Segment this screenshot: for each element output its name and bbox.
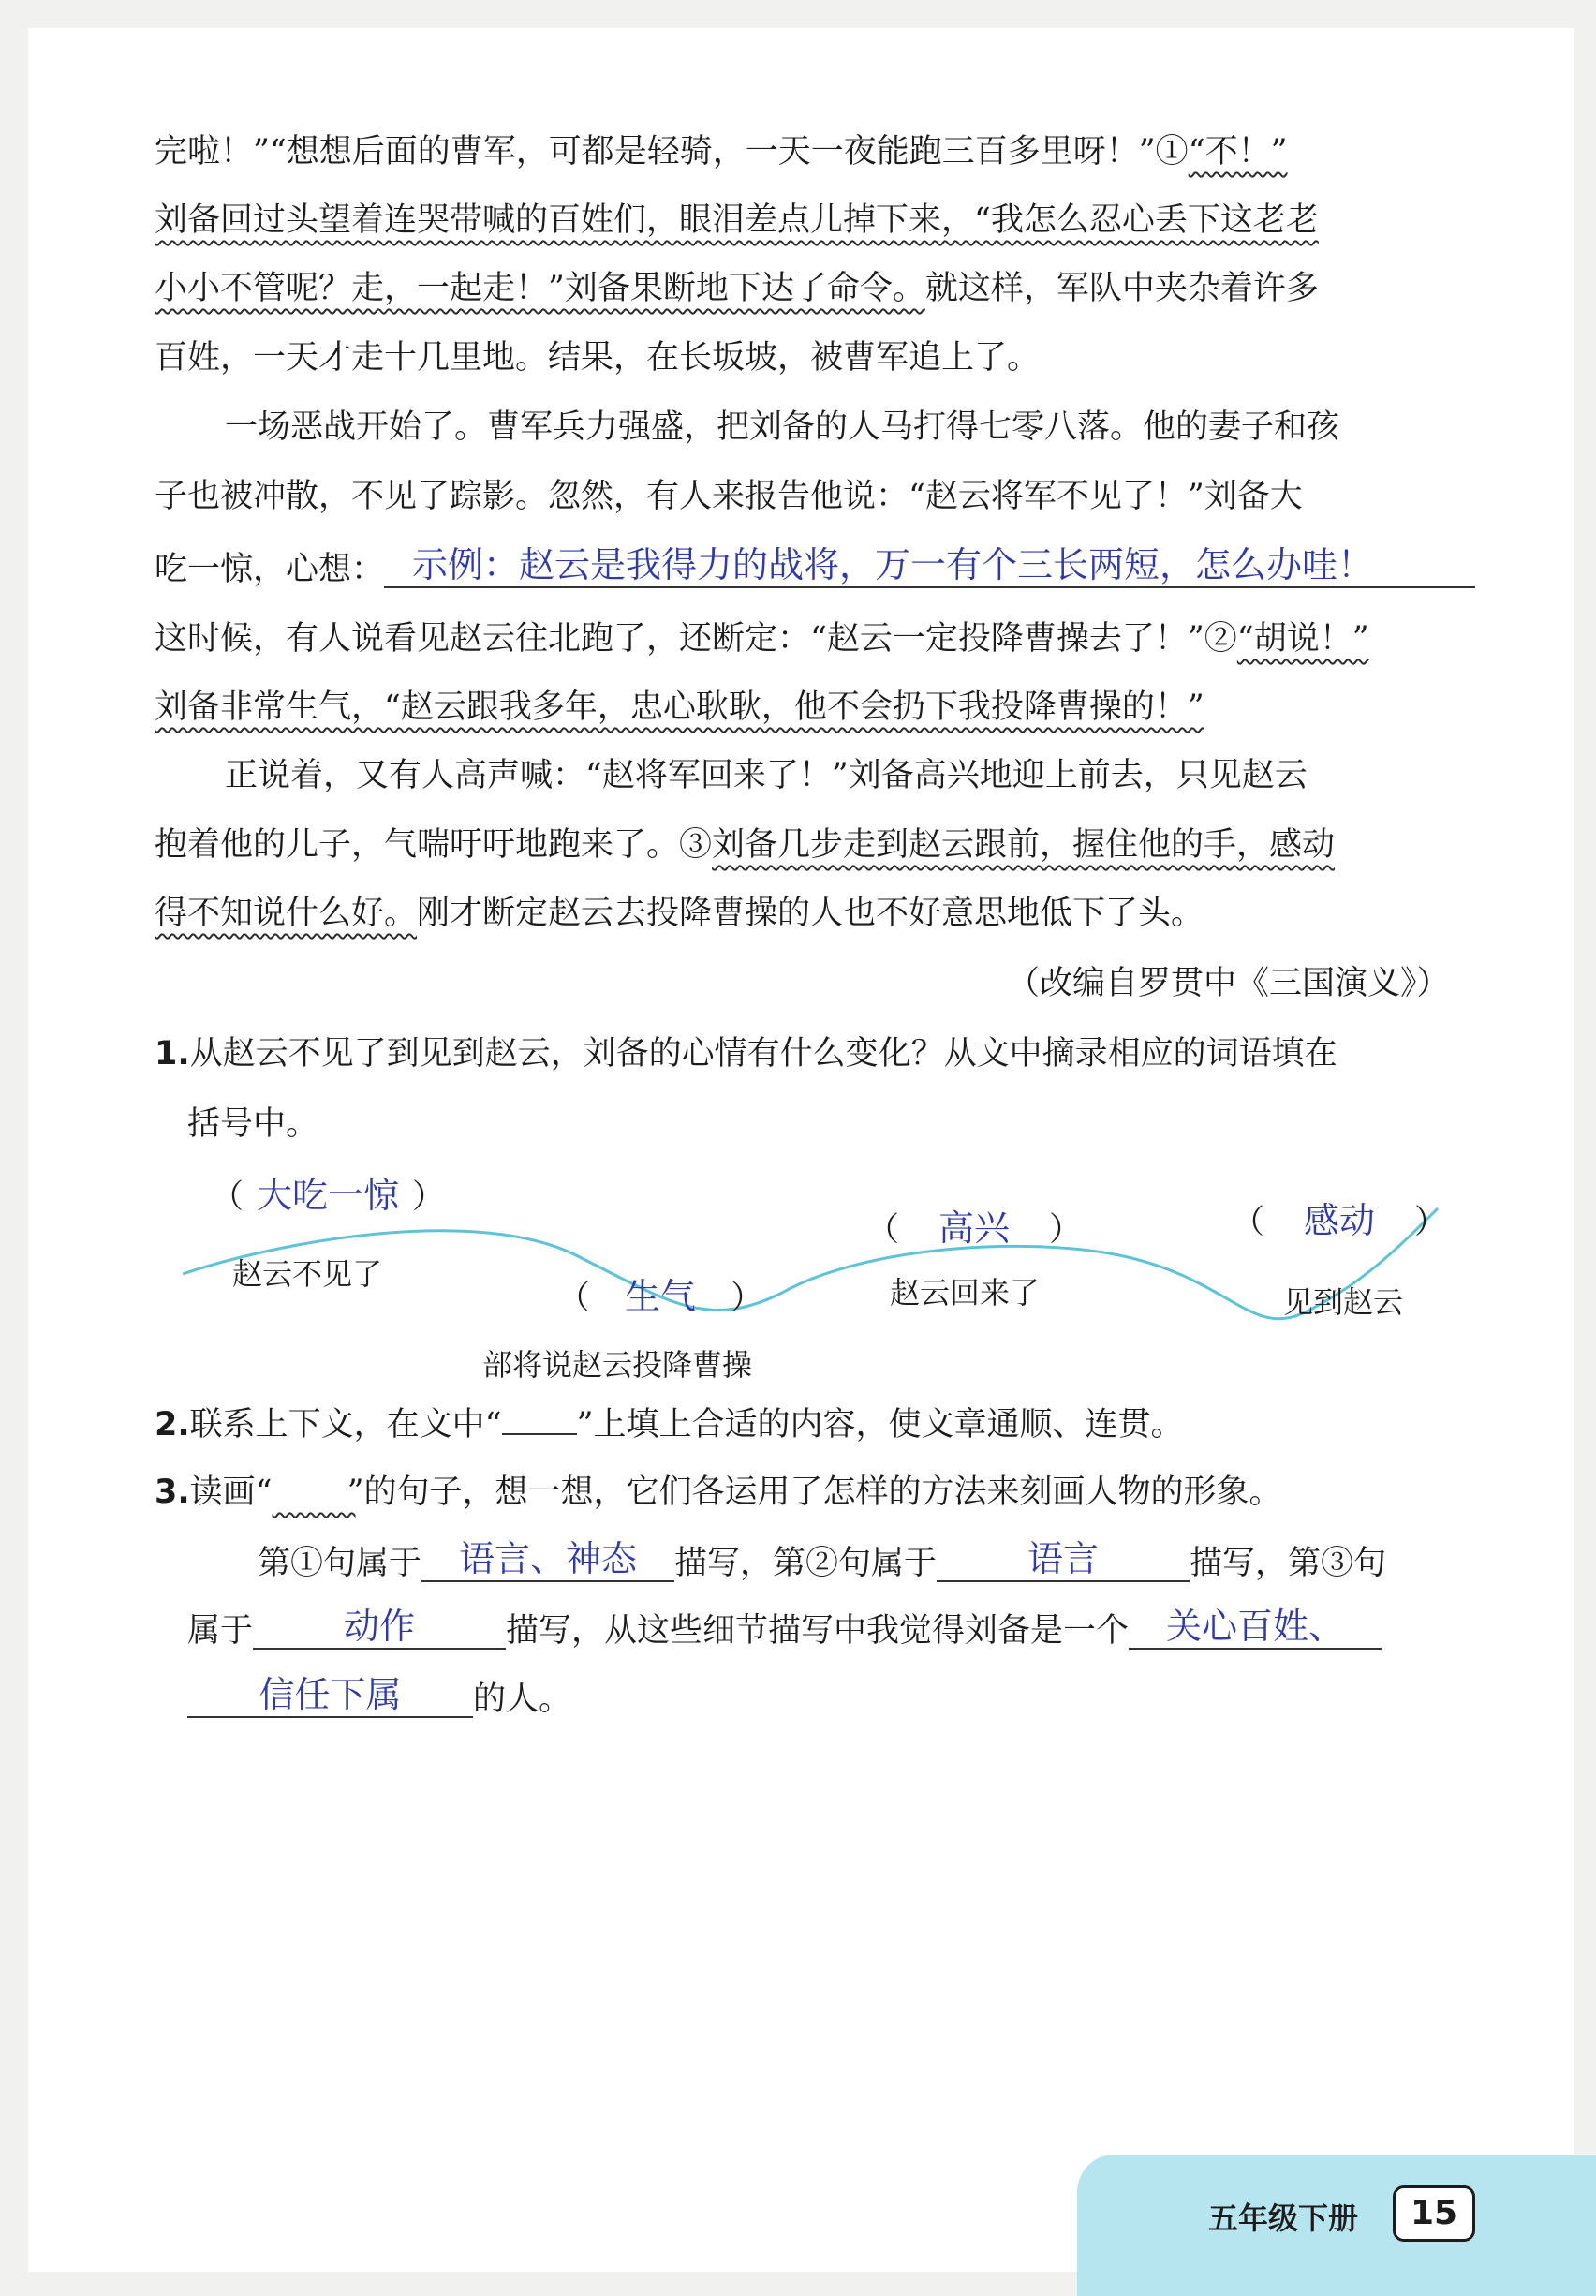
question-2: 2.联系上下文，在文中“ ”上填上合适的内容，使文章通顺、连贯。: [155, 1406, 1184, 1444]
story-line-3: 小小不管呢？走，一起走！”刘备果断地下达了命令。就这样，军队中夹杂着许多: [155, 270, 1319, 307]
stage-label-3: 赵云回来了: [890, 1275, 1041, 1311]
answer-q1-a2[interactable]: 生气: [625, 1276, 697, 1317]
blank-sentence-3[interactable]: [253, 1607, 506, 1650]
wavy-sentence-2: “胡说！”: [1236, 620, 1369, 658]
stage-label-1: 赵云不见了: [232, 1256, 383, 1292]
question-1-cont: 括号中。: [187, 1105, 319, 1143]
story-line-10: 正说着，又有人高声喊：“赵将军回来了！”刘备高兴地迎上前去，只见赵云: [225, 757, 1308, 794]
grade-label: 五年级下册: [1208, 2200, 1359, 2236]
question-3-line-3: 信任下属 的人。: [187, 1675, 571, 1718]
story-line-5: 一场恶战开始了。曹军兵力强盛，把刘备的人马打得七零八落。他的妻子和孩: [225, 408, 1340, 446]
bracket-answer-2: （ 生气 ）: [557, 1267, 763, 1319]
story-line-7: 吃一惊，心想： 示例：赵云是我得力的战将，万一有个三长两短，怎么办哇！: [155, 545, 1475, 588]
blank-sentence-2[interactable]: [937, 1539, 1190, 1582]
story-line-1: 完啦！”“想想后面的曹军，可都是轻骑，一天一夜能跑三百多里呀！”①“不！”: [155, 133, 1288, 170]
stage-label-2: 部将说赵云投降曹操: [482, 1347, 753, 1383]
answer-character-1: 关心百姓、: [1166, 1606, 1345, 1647]
blank-character-2[interactable]: [187, 1675, 473, 1718]
story-line-6: 子也被冲散，不见了踪影。忽然，有人来报告他说：“赵云将军不见了！”刘备大: [155, 478, 1303, 515]
story-line-11: 抱着他的儿子，气喘吁吁地跑来了。③刘备几步走到赵云跟前，握住他的手，感动: [155, 826, 1336, 864]
story-line-9: 刘备非常生气，“赵云跟我多年，忠心耿耿，他不会扔下我投降曹操的！”: [155, 689, 1204, 726]
answer-character-2: 信任下属: [259, 1674, 402, 1715]
answer-thought: 示例：赵云是我得力的战将，万一有个三长两短，怎么办哇！: [412, 544, 1374, 585]
bracket-answer-3: （ 高兴 ）: [866, 1199, 1082, 1251]
blank-sentence-1[interactable]: [421, 1539, 674, 1582]
underline-sample: [502, 1405, 577, 1435]
story-line-8: 这时候，有人说看见赵云往北跑了，还断定：“赵云一定投降曹操去了！”②“胡说！”: [155, 620, 1369, 658]
bracket-answer-1: （ 大吃一惊 ）: [211, 1166, 445, 1218]
wavy-sample: ​: [272, 1474, 356, 1511]
stage-label-4: 见到赵云: [1283, 1284, 1404, 1320]
question-3: 3.读画“​ ”的句子，想一想，它们各运用了怎样的方法来刻画人物的形象。: [155, 1474, 1282, 1511]
answer-sentence-2: 语言: [1027, 1538, 1100, 1579]
answer-sentence-1: 语言、神态: [459, 1538, 638, 1579]
wavy-sentence-3: 刘备几步走到赵云跟前，握住他的手，感动: [712, 826, 1336, 864]
answer-q1-a3[interactable]: 高兴: [938, 1207, 1011, 1249]
wavy-sentence-1: “不！”: [1188, 133, 1288, 170]
question-3-line-1: 第①句属于 语言、神态 描写，第②句属于 语言 描写，第③句: [258, 1538, 1387, 1582]
page-number: 15: [1393, 2185, 1475, 2242]
bracket-answer-4: （ 感动 ）: [1232, 1192, 1447, 1243]
question-3-line-2: 属于 动作 描写，从这些细节描写中我觉得刘备是一个 关心百姓、: [187, 1607, 1382, 1650]
story-line-2: 刘备回过头望着连哭带喊的百姓们，眼泪差点儿掉下来，“我怎么忍心丢下这老老: [155, 201, 1319, 239]
answer-q1-a1[interactable]: 大吃一惊: [257, 1175, 400, 1216]
story-line-12: 得不知说什么好。刚才断定赵云去投降曹操的人也不好意思地低下了头。: [155, 895, 1204, 932]
blank-thought[interactable]: [384, 545, 1475, 588]
answer-q1-a4[interactable]: 感动: [1304, 1200, 1376, 1241]
answer-sentence-3: 动作: [344, 1606, 416, 1647]
question-1: 1.从赵云不见了到见到赵云，刘备的心情有什么变化？从文中摘录相应的词语填在: [155, 1035, 1337, 1073]
source-citation: （改编自罗贯中《三国演义》）: [1007, 965, 1450, 1002]
story-line-4: 百姓，一天才走十几里地。结果，在长坂坡，被曹军追上了。: [155, 339, 1041, 377]
blank-character-1[interactable]: [1129, 1607, 1382, 1650]
